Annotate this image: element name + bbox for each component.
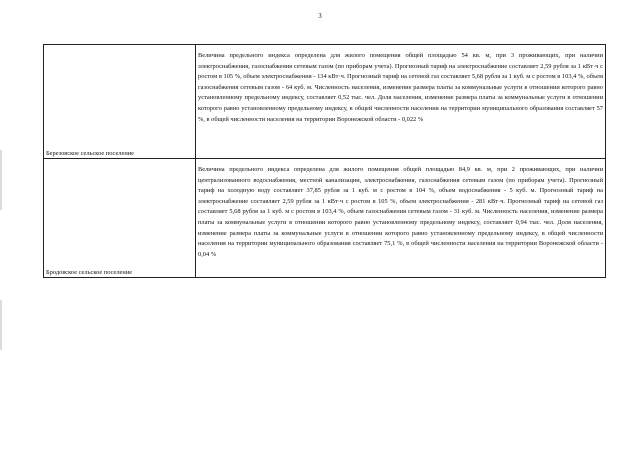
table-row [44,159,606,278]
settlement-name: Бродовское сельское поселение [44,159,196,278]
settlements-table [43,44,606,278]
table-row [44,45,606,159]
scan-edge-mark [0,150,2,210]
scan-edge-mark [0,300,2,350]
index-description: Величина предельного индекса определена для жилого помещения общей площадью 54 кв. м, при 3 проживающих, при наличии электроснабжения, газоснабжения сетевым газом (по приборам учета). Прогнозный тариф на электроснабжение составляет 2,59 рубля за 1 кВт·ч с ростом в 105 %, объем электроснабжения - 134 кВт·ч. Прогнозный тариф на сетевой газ составляет 5,68 рубля за 1 куб. м с ростом в 103,4 %, объем газоснабжения сетевым газом - 64 куб. м. Численность населения, изменение размера платы за коммунальные услуги в отношении которого равно установленному предельному индексу, составляет 0,52 тыс. чел. Доля населения, изменение размера платы за коммунальные услуги в отношении которого равно установленному предельному индексу, в общей численности населения на территории муниципального образования составляет 57 %, в общей численности населения на территории Воронежской области - 0,022 % [196,45,606,159]
settlement-name: Березовское сельское поселение [44,45,196,159]
index-description: Величина предельного индекса определена для жилого помещения общей площадью 84,9 кв. м, при 2 проживающих, при наличии централизованного водоснабжения, местной канализации, электроснабжения, газоснабжения сетевым газом (по приборам учета). Прогнозный тариф на холодную воду составляет 37,85 рубля за 1 куб. м с ростом в 104 %, объем водоснабжения - 5 куб. м. Прогнозный тариф на электроснабжение составляет 2,59 рубля за 1 кВт·ч с ростом в 105 %, объем электроснабжения - 281 кВт·ч. Прогнозный тариф на сетевой газ составляет 5,68 рубля за 1 куб. м с ростом в 103,4 %, объем газоснабжения сетевым газом - 31 куб. м. Численность населения, изменение размера платы за коммунальные услуги в отношении которого равно установленному предельному индексу, составляет 0,94 тыс. чел. Доля населения, изменение размера платы за коммунальные услуги в отношении которого равно установленному предельному индексу, в общей численности населения на территории муниципального образования составляет 75,1 %, в общей численности населения на территории Воронежской области - 0,04 % [196,159,606,278]
page-number: 3 [318,12,322,20]
